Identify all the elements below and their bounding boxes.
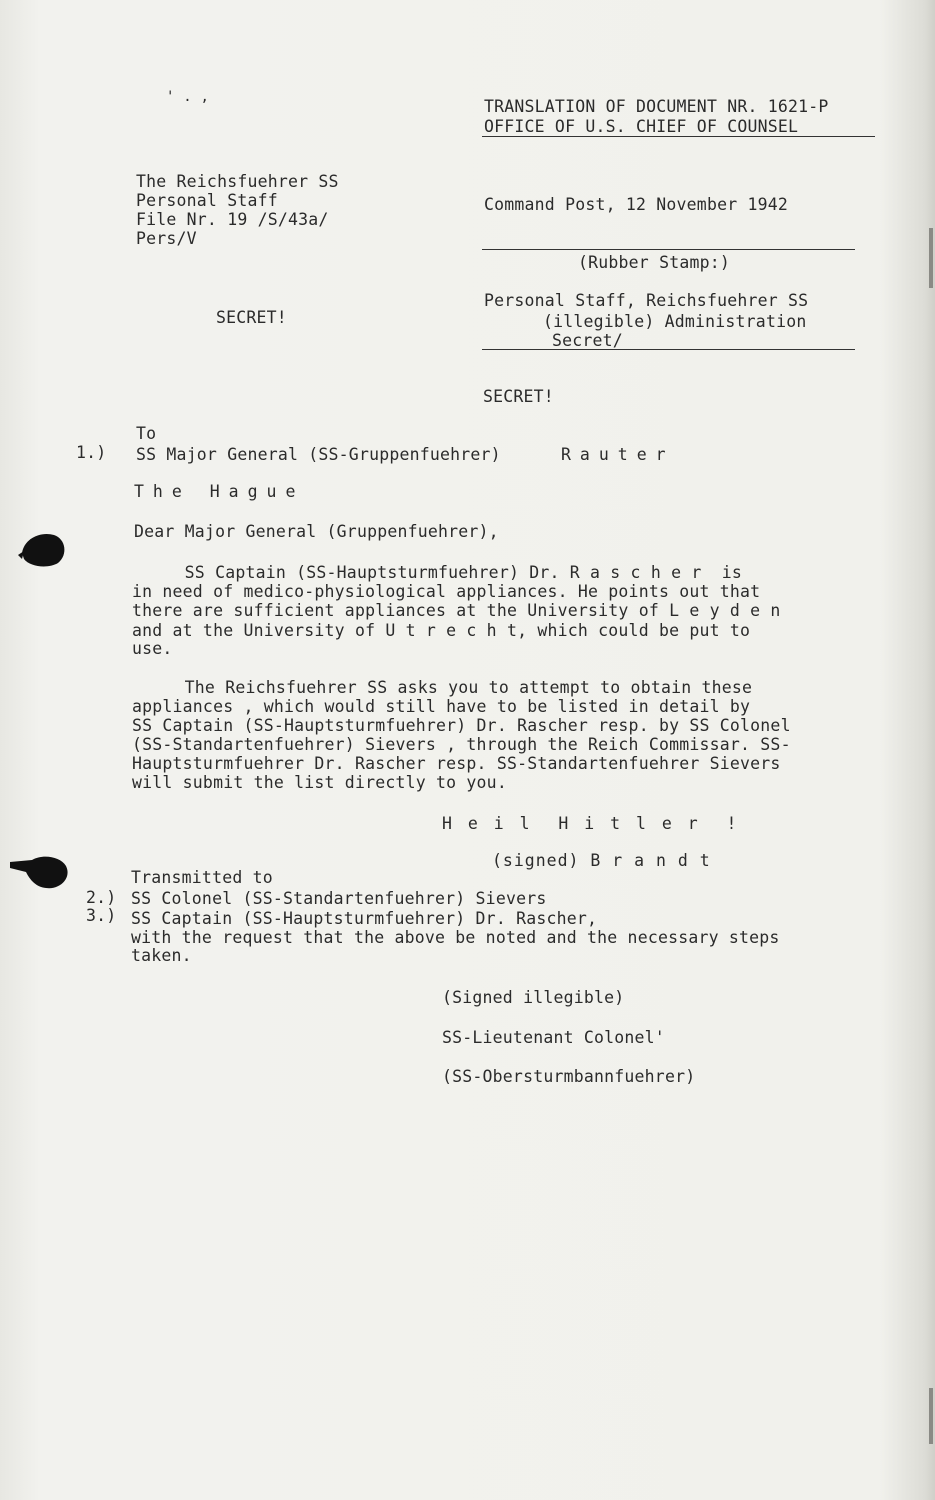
stamp-bottom-rule: [482, 349, 855, 350]
addressee-city: The Hague: [134, 482, 305, 501]
stamp-line-2: (illegible) Administration: [543, 312, 807, 331]
final-signature-line-2: SS-Lieutenant Colonel': [442, 1028, 665, 1047]
transmitted: Transmitted to: [131, 868, 273, 887]
final-signature-line-1: (Signed illegible): [442, 988, 625, 1007]
paragraph1-line-5: use.: [132, 639, 173, 658]
sender-line-3: File Nr. 19 /S/43a/: [136, 210, 329, 229]
recipient-3-text: SS Captain (SS-Hauptsturmfuehrer) Dr. Rascher,: [131, 909, 598, 928]
addressee-surname: Rauter: [561, 445, 675, 464]
signature: (signed) B r a n d t: [492, 851, 711, 870]
recipient-2-number: 2.): [86, 888, 117, 907]
paragraph2-line-5: Hauptsturmfuehrer Dr. Rascher resp. SS-Standartenfuehrer Sievers: [132, 754, 781, 773]
addressee-to: To: [136, 424, 157, 443]
paragraph1-line-3: there are sufficient appliances at the University of L e y d e n: [132, 601, 781, 620]
paragraph2-line-4: (SS-Standartenfuehrer) Sievers , through the Reich Commissar. SS-: [132, 735, 791, 754]
request-line-1: with the request that the above be noted and the necessary steps: [131, 928, 780, 947]
paragraph2-line-3: SS Captain (SS-Hauptsturmfuehrer) Dr. Rascher resp. by SS Colonel: [132, 716, 791, 735]
closing: H e i l H i t l e r !: [442, 814, 740, 833]
binding-edge-upper: [929, 228, 933, 288]
paragraph2-line-2: appliances , which would still have to be listed in detail by: [132, 697, 751, 716]
binding-edge-lower: [929, 1388, 933, 1444]
sender-line-2: Personal Staff: [136, 191, 278, 210]
paragraph1-line-2: in need of medico-physiological appliances. He points out that: [132, 582, 761, 601]
stamp-line-1: Personal Staff, Reichsfuehrer SS: [484, 291, 809, 310]
salutation: Dear Major General (Gruppenfuehrer),: [134, 522, 499, 541]
punch-hole-lower: [8, 852, 72, 896]
stamp-top-rule: [482, 249, 855, 250]
request-line-2: taken.: [131, 946, 192, 965]
rubber-stamp-label: (Rubber Stamp:): [578, 253, 731, 272]
recipient-3-number: 3.): [86, 906, 117, 925]
addressee-number: 1.): [76, 443, 107, 462]
sender-line-4: Pers/V: [136, 229, 197, 248]
paragraph2-line-1: The Reichsfuehrer SS asks you to attempt to obtain these: [134, 678, 753, 697]
sender-line-1: The Reichsfuehrer SS: [136, 172, 339, 191]
office-line: OFFICE OF U.S. CHIEF OF COUNSEL: [484, 117, 799, 136]
paragraph1-line-4: and at the University of U t r e c h t, which could be put to: [132, 621, 751, 640]
paragraph1-line-1: SS Captain (SS-Hauptsturmfuehrer) Dr. R a s c h e r is: [134, 563, 743, 582]
punch-hole-upper: [18, 529, 70, 573]
dateline: Command Post, 12 November 1942: [484, 195, 789, 214]
addressee-name: SS Major General (SS-Gruppenfuehrer): [136, 445, 501, 464]
secret-center: SECRET!: [483, 387, 554, 406]
top-marks: ' . ,: [166, 89, 210, 105]
header-rule: [482, 136, 875, 137]
paragraph2-line-6: will submit the list directly to you.: [132, 773, 507, 792]
translation-line: TRANSLATION OF DOCUMENT NR. 1621-P: [484, 97, 829, 116]
stamp-line-3: Secret/: [552, 331, 623, 350]
secret-left: SECRET!: [216, 308, 287, 327]
final-signature-line-3: (SS-Obersturmbannfuehrer): [442, 1067, 696, 1086]
recipient-2-text: SS Colonel (SS-Standartenfuehrer) Sievers: [131, 889, 547, 908]
